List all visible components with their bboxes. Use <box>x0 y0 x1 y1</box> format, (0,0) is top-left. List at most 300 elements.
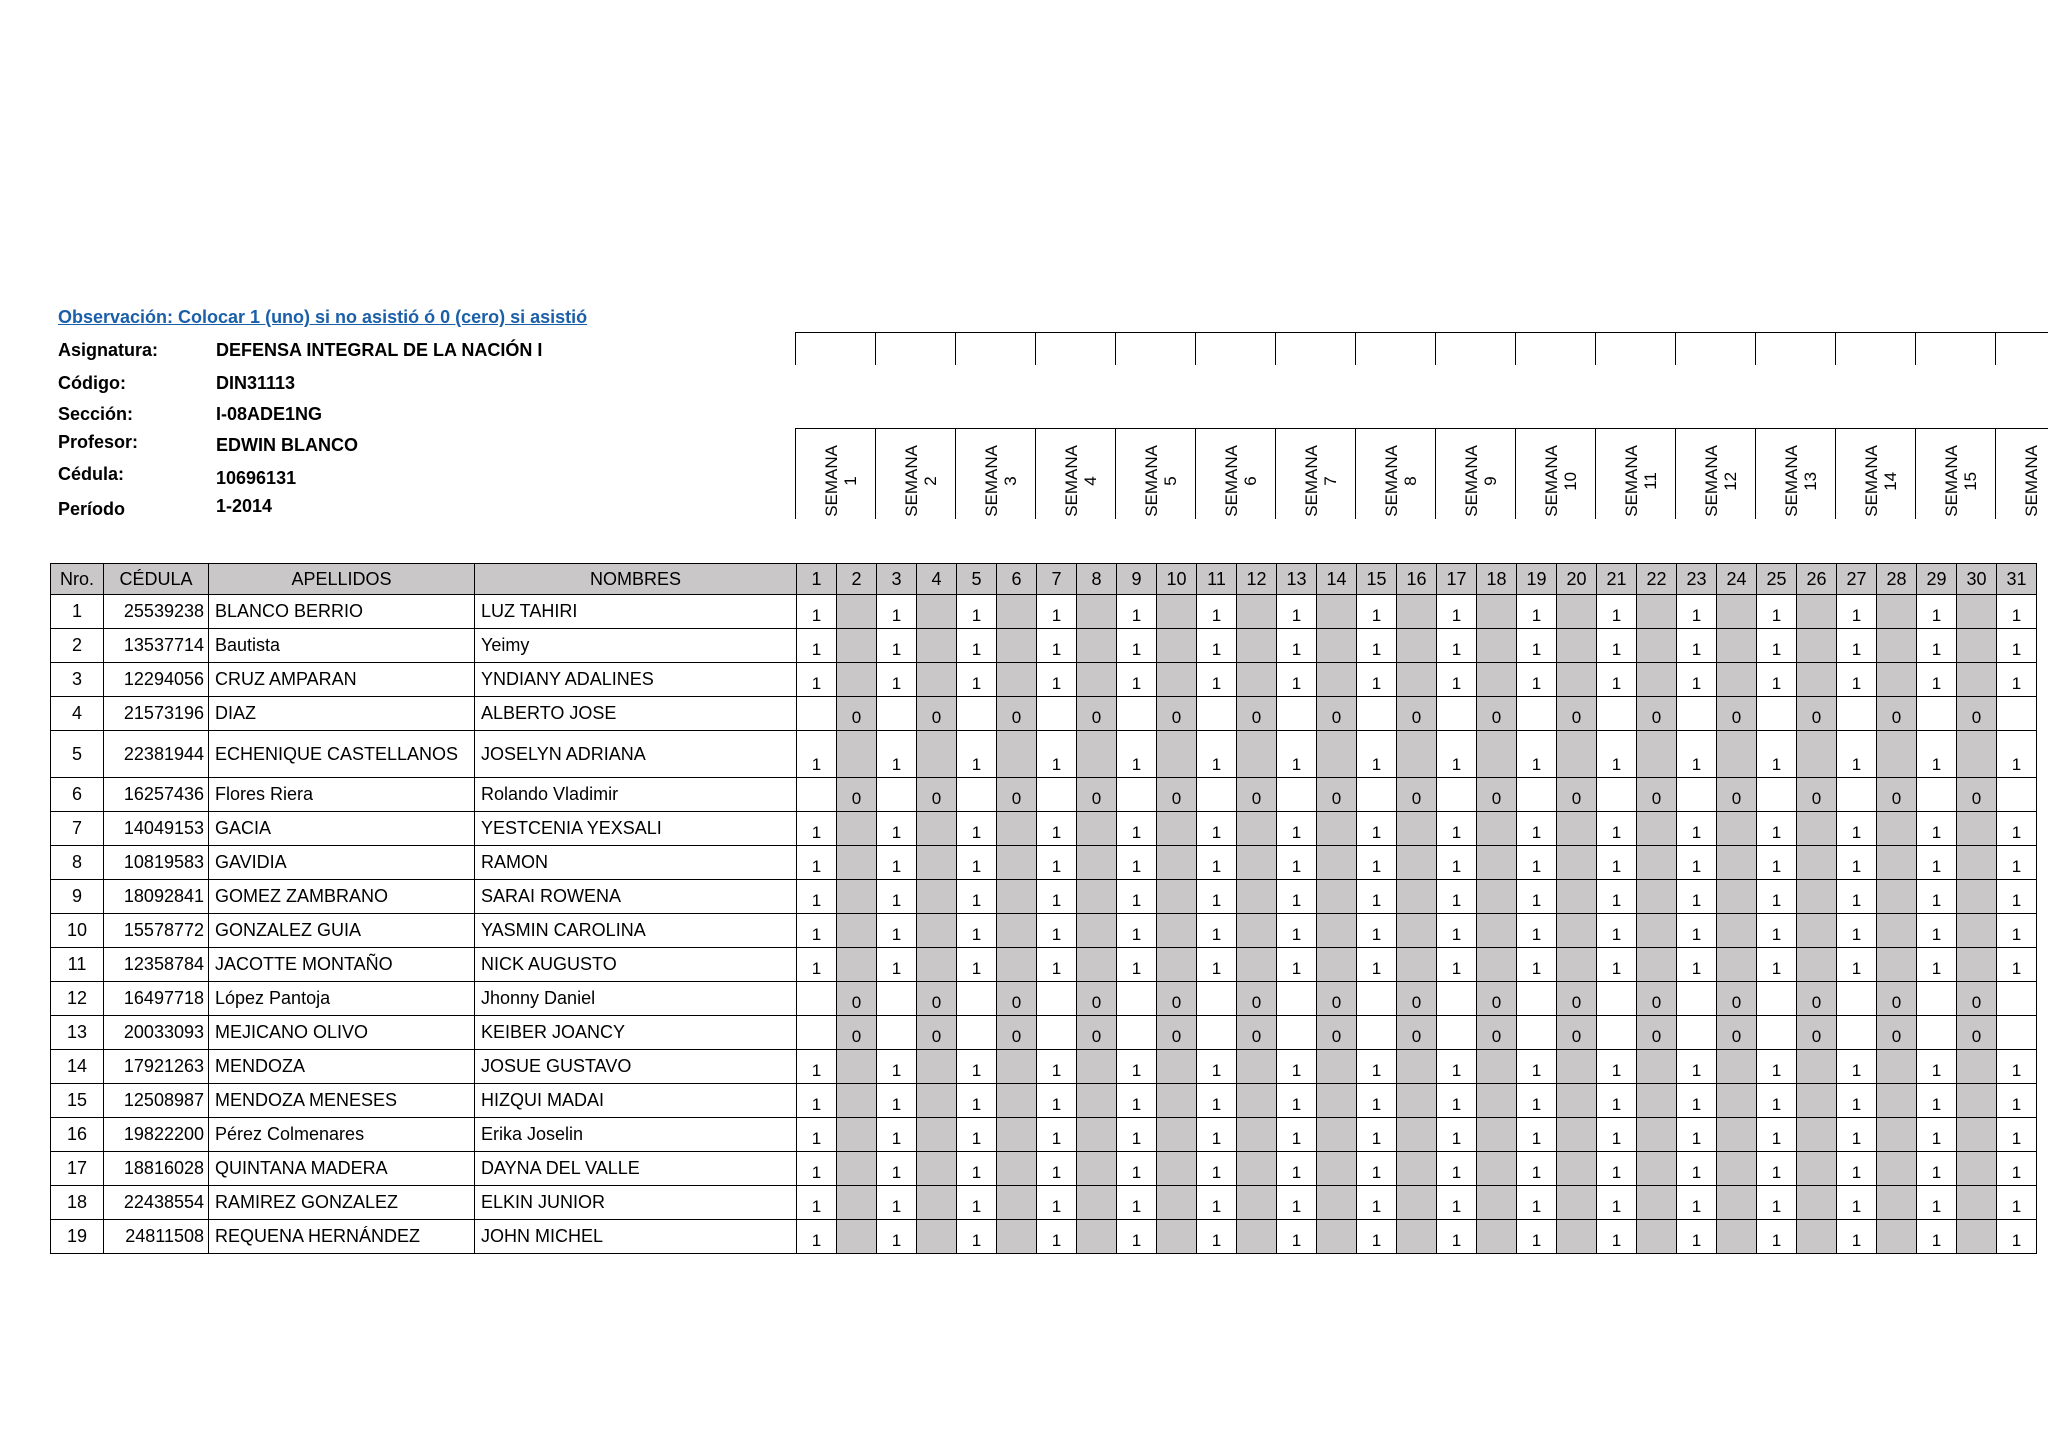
attendance-cell[interactable] <box>797 778 837 812</box>
attendance-cell[interactable]: 1 <box>1037 629 1077 663</box>
attendance-cell[interactable] <box>1877 880 1917 914</box>
attendance-cell[interactable] <box>1637 846 1677 880</box>
attendance-cell[interactable] <box>1837 1016 1877 1050</box>
attendance-cell[interactable]: 1 <box>1757 880 1797 914</box>
attendance-cell[interactable]: 0 <box>1637 982 1677 1016</box>
attendance-cell[interactable]: 0 <box>997 1016 1037 1050</box>
attendance-cell[interactable] <box>1397 914 1437 948</box>
attendance-cell[interactable]: 1 <box>1997 846 2037 880</box>
attendance-cell[interactable]: 1 <box>877 629 917 663</box>
attendance-cell[interactable]: 1 <box>1037 595 1077 629</box>
attendance-cell[interactable] <box>1357 1016 1397 1050</box>
attendance-cell[interactable] <box>917 880 957 914</box>
attendance-cell[interactable]: 1 <box>1357 1152 1397 1186</box>
attendance-cell[interactable] <box>1157 731 1197 778</box>
attendance-cell[interactable]: 0 <box>1877 697 1917 731</box>
attendance-cell[interactable] <box>837 595 877 629</box>
attendance-cell[interactable] <box>1517 778 1557 812</box>
attendance-cell[interactable] <box>1637 880 1677 914</box>
attendance-cell[interactable] <box>1517 697 1557 731</box>
attendance-cell[interactable]: 1 <box>957 812 997 846</box>
attendance-cell[interactable]: 1 <box>1517 663 1557 697</box>
attendance-cell[interactable]: 1 <box>1917 948 1957 982</box>
attendance-cell[interactable]: 1 <box>1597 1152 1637 1186</box>
attendance-cell[interactable] <box>1077 812 1117 846</box>
attendance-cell[interactable] <box>1797 731 1837 778</box>
attendance-cell[interactable]: 1 <box>1917 663 1957 697</box>
attendance-cell[interactable]: 1 <box>797 1050 837 1084</box>
attendance-cell[interactable] <box>1557 846 1597 880</box>
attendance-cell[interactable]: 1 <box>1117 663 1157 697</box>
attendance-cell[interactable]: 0 <box>1797 778 1837 812</box>
attendance-cell[interactable]: 1 <box>1357 1084 1397 1118</box>
attendance-cell[interactable]: 1 <box>1197 880 1237 914</box>
attendance-cell[interactable] <box>1237 595 1277 629</box>
attendance-cell[interactable] <box>797 1016 837 1050</box>
attendance-cell[interactable] <box>1157 1118 1197 1152</box>
attendance-cell[interactable] <box>997 1220 1037 1254</box>
attendance-cell[interactable]: 1 <box>1437 1152 1477 1186</box>
attendance-cell[interactable]: 1 <box>1357 1220 1397 1254</box>
attendance-cell[interactable] <box>877 697 917 731</box>
attendance-cell[interactable] <box>1477 629 1517 663</box>
attendance-cell[interactable]: 1 <box>1277 812 1317 846</box>
attendance-cell[interactable] <box>797 982 837 1016</box>
attendance-cell[interactable] <box>1957 914 1997 948</box>
attendance-cell[interactable]: 1 <box>1117 1050 1157 1084</box>
attendance-cell[interactable] <box>1477 880 1517 914</box>
attendance-cell[interactable] <box>1717 1220 1757 1254</box>
attendance-cell[interactable] <box>1317 1186 1357 1220</box>
attendance-cell[interactable]: 1 <box>1197 948 1237 982</box>
attendance-cell[interactable] <box>1557 1118 1597 1152</box>
attendance-cell[interactable]: 1 <box>1917 1050 1957 1084</box>
attendance-cell[interactable] <box>1397 812 1437 846</box>
attendance-cell[interactable] <box>1077 731 1117 778</box>
attendance-cell[interactable] <box>1317 880 1357 914</box>
attendance-cell[interactable] <box>1597 697 1637 731</box>
attendance-cell[interactable]: 1 <box>1117 1084 1157 1118</box>
attendance-cell[interactable]: 1 <box>1757 1220 1797 1254</box>
attendance-cell[interactable] <box>1917 697 1957 731</box>
attendance-cell[interactable]: 1 <box>1757 914 1797 948</box>
attendance-cell[interactable] <box>1797 948 1837 982</box>
attendance-cell[interactable]: 1 <box>1197 595 1237 629</box>
attendance-cell[interactable] <box>1717 846 1757 880</box>
attendance-cell[interactable] <box>1157 914 1197 948</box>
attendance-cell[interactable] <box>1717 629 1757 663</box>
attendance-cell[interactable]: 1 <box>1277 1118 1317 1152</box>
attendance-cell[interactable]: 1 <box>1997 948 2037 982</box>
attendance-cell[interactable]: 1 <box>1917 1152 1957 1186</box>
attendance-cell[interactable]: 1 <box>1997 731 2037 778</box>
attendance-cell[interactable]: 1 <box>1997 1152 2037 1186</box>
attendance-cell[interactable]: 1 <box>1997 880 2037 914</box>
attendance-cell[interactable]: 1 <box>1677 731 1717 778</box>
attendance-cell[interactable] <box>1797 1084 1837 1118</box>
attendance-cell[interactable]: 1 <box>1837 948 1877 982</box>
attendance-cell[interactable]: 1 <box>957 1220 997 1254</box>
attendance-cell[interactable] <box>1797 1118 1837 1152</box>
attendance-cell[interactable] <box>1397 663 1437 697</box>
attendance-cell[interactable] <box>1237 1220 1277 1254</box>
attendance-cell[interactable] <box>1477 731 1517 778</box>
attendance-cell[interactable] <box>1397 948 1437 982</box>
attendance-cell[interactable]: 1 <box>1837 1050 1877 1084</box>
attendance-cell[interactable]: 1 <box>1917 812 1957 846</box>
attendance-cell[interactable]: 1 <box>1597 1186 1637 1220</box>
attendance-cell[interactable]: 1 <box>1677 1186 1717 1220</box>
attendance-cell[interactable] <box>837 812 877 846</box>
attendance-cell[interactable] <box>1877 731 1917 778</box>
attendance-cell[interactable]: 1 <box>1437 595 1477 629</box>
attendance-cell[interactable] <box>1477 663 1517 697</box>
attendance-cell[interactable]: 1 <box>797 629 837 663</box>
attendance-cell[interactable] <box>1157 812 1197 846</box>
attendance-cell[interactable] <box>1957 1152 1997 1186</box>
attendance-cell[interactable]: 0 <box>1717 778 1757 812</box>
attendance-cell[interactable] <box>1957 948 1997 982</box>
attendance-cell[interactable]: 1 <box>797 1118 837 1152</box>
attendance-cell[interactable]: 1 <box>1197 914 1237 948</box>
attendance-cell[interactable]: 1 <box>1597 595 1637 629</box>
attendance-cell[interactable] <box>837 1186 877 1220</box>
attendance-cell[interactable] <box>1277 1016 1317 1050</box>
attendance-cell[interactable]: 1 <box>1517 731 1557 778</box>
attendance-cell[interactable]: 0 <box>1477 1016 1517 1050</box>
attendance-cell[interactable] <box>1517 1016 1557 1050</box>
attendance-cell[interactable]: 1 <box>957 663 997 697</box>
attendance-cell[interactable] <box>917 595 957 629</box>
attendance-cell[interactable]: 0 <box>997 778 1037 812</box>
attendance-cell[interactable]: 0 <box>1637 1016 1677 1050</box>
attendance-cell[interactable] <box>1557 1220 1597 1254</box>
attendance-cell[interactable] <box>1557 812 1597 846</box>
attendance-cell[interactable] <box>1717 1152 1757 1186</box>
attendance-cell[interactable]: 1 <box>1677 663 1717 697</box>
attendance-cell[interactable]: 0 <box>1397 697 1437 731</box>
attendance-cell[interactable] <box>1077 948 1117 982</box>
attendance-cell[interactable] <box>1237 1050 1277 1084</box>
attendance-cell[interactable] <box>1317 948 1357 982</box>
attendance-cell[interactable]: 1 <box>1357 1118 1397 1152</box>
attendance-cell[interactable]: 0 <box>1957 1016 1997 1050</box>
attendance-cell[interactable]: 0 <box>1077 982 1117 1016</box>
attendance-cell[interactable]: 0 <box>1797 982 1837 1016</box>
attendance-cell[interactable]: 0 <box>837 778 877 812</box>
attendance-cell[interactable] <box>1877 629 1917 663</box>
attendance-cell[interactable]: 1 <box>957 1186 997 1220</box>
attendance-cell[interactable] <box>1757 982 1797 1016</box>
attendance-cell[interactable] <box>1397 1220 1437 1254</box>
attendance-cell[interactable] <box>997 948 1037 982</box>
attendance-cell[interactable] <box>877 778 917 812</box>
attendance-cell[interactable] <box>1717 731 1757 778</box>
attendance-cell[interactable] <box>1717 1118 1757 1152</box>
attendance-cell[interactable]: 1 <box>797 914 837 948</box>
attendance-cell[interactable] <box>957 697 997 731</box>
attendance-cell[interactable] <box>837 914 877 948</box>
attendance-cell[interactable] <box>1237 948 1277 982</box>
attendance-cell[interactable]: 1 <box>1277 948 1317 982</box>
attendance-cell[interactable] <box>917 1084 957 1118</box>
attendance-cell[interactable] <box>1557 1152 1597 1186</box>
attendance-cell[interactable] <box>1477 948 1517 982</box>
attendance-cell[interactable]: 1 <box>1117 595 1157 629</box>
attendance-cell[interactable]: 0 <box>1957 778 1997 812</box>
attendance-cell[interactable] <box>1877 1118 1917 1152</box>
attendance-cell[interactable]: 1 <box>957 1084 997 1118</box>
attendance-cell[interactable]: 1 <box>1037 1152 1077 1186</box>
attendance-cell[interactable]: 1 <box>1037 1186 1077 1220</box>
attendance-cell[interactable]: 1 <box>1517 914 1557 948</box>
attendance-cell[interactable] <box>917 1152 957 1186</box>
attendance-cell[interactable] <box>1477 812 1517 846</box>
attendance-cell[interactable]: 1 <box>1197 731 1237 778</box>
attendance-cell[interactable] <box>1317 663 1357 697</box>
attendance-cell[interactable] <box>1557 948 1597 982</box>
attendance-cell[interactable] <box>1637 1220 1677 1254</box>
attendance-cell[interactable]: 1 <box>1517 629 1557 663</box>
attendance-cell[interactable] <box>1157 880 1197 914</box>
attendance-cell[interactable]: 1 <box>1837 846 1877 880</box>
attendance-cell[interactable]: 1 <box>877 914 917 948</box>
attendance-cell[interactable] <box>1357 778 1397 812</box>
attendance-cell[interactable] <box>1317 1050 1357 1084</box>
attendance-cell[interactable]: 1 <box>797 595 837 629</box>
attendance-cell[interactable] <box>1877 1186 1917 1220</box>
attendance-cell[interactable]: 1 <box>877 731 917 778</box>
attendance-cell[interactable]: 1 <box>1677 1050 1717 1084</box>
attendance-cell[interactable]: 1 <box>1117 731 1157 778</box>
attendance-cell[interactable] <box>1397 731 1437 778</box>
attendance-cell[interactable]: 1 <box>1597 1220 1637 1254</box>
attendance-cell[interactable] <box>1237 1152 1277 1186</box>
attendance-cell[interactable]: 1 <box>1117 914 1157 948</box>
attendance-cell[interactable] <box>1317 812 1357 846</box>
attendance-cell[interactable] <box>1797 846 1837 880</box>
attendance-cell[interactable]: 1 <box>1677 1152 1717 1186</box>
attendance-cell[interactable] <box>1717 914 1757 948</box>
attendance-cell[interactable] <box>1797 812 1837 846</box>
attendance-cell[interactable]: 1 <box>1597 1118 1637 1152</box>
attendance-cell[interactable]: 1 <box>1517 812 1557 846</box>
attendance-cell[interactable] <box>1237 846 1277 880</box>
attendance-cell[interactable]: 1 <box>1597 812 1637 846</box>
attendance-cell[interactable]: 1 <box>1117 812 1157 846</box>
attendance-cell[interactable]: 0 <box>1157 1016 1197 1050</box>
attendance-cell[interactable] <box>1797 1186 1837 1220</box>
attendance-cell[interactable]: 1 <box>1837 914 1877 948</box>
attendance-cell[interactable] <box>1677 778 1717 812</box>
attendance-cell[interactable]: 0 <box>1477 697 1517 731</box>
attendance-cell[interactable] <box>1557 629 1597 663</box>
attendance-cell[interactable] <box>1917 778 1957 812</box>
attendance-cell[interactable] <box>1237 731 1277 778</box>
attendance-cell[interactable]: 1 <box>1757 1084 1797 1118</box>
attendance-cell[interactable]: 1 <box>877 948 917 982</box>
attendance-cell[interactable] <box>1077 1118 1117 1152</box>
attendance-cell[interactable] <box>1077 1152 1117 1186</box>
attendance-cell[interactable] <box>1597 1016 1637 1050</box>
attendance-cell[interactable]: 0 <box>1797 697 1837 731</box>
attendance-cell[interactable]: 1 <box>1917 846 1957 880</box>
attendance-cell[interactable]: 1 <box>1597 1050 1637 1084</box>
attendance-cell[interactable] <box>957 778 997 812</box>
attendance-cell[interactable]: 1 <box>1517 1050 1557 1084</box>
attendance-cell[interactable] <box>1597 778 1637 812</box>
attendance-cell[interactable] <box>1317 1118 1357 1152</box>
attendance-cell[interactable] <box>917 663 957 697</box>
attendance-cell[interactable]: 1 <box>1277 1084 1317 1118</box>
attendance-cell[interactable] <box>1557 731 1597 778</box>
attendance-cell[interactable]: 1 <box>1357 595 1397 629</box>
attendance-cell[interactable] <box>1157 1084 1197 1118</box>
attendance-cell[interactable] <box>1877 846 1917 880</box>
attendance-cell[interactable]: 1 <box>1917 595 1957 629</box>
attendance-cell[interactable]: 0 <box>1317 1016 1357 1050</box>
attendance-cell[interactable]: 0 <box>1557 697 1597 731</box>
attendance-cell[interactable]: 0 <box>1317 982 1357 1016</box>
attendance-cell[interactable]: 1 <box>1277 629 1317 663</box>
attendance-cell[interactable]: 1 <box>1037 1118 1077 1152</box>
attendance-cell[interactable] <box>877 982 917 1016</box>
attendance-cell[interactable] <box>1357 982 1397 1016</box>
attendance-cell[interactable] <box>1997 778 2037 812</box>
attendance-cell[interactable] <box>1157 1152 1197 1186</box>
attendance-cell[interactable] <box>1797 1050 1837 1084</box>
attendance-cell[interactable]: 1 <box>1677 595 1717 629</box>
attendance-cell[interactable]: 1 <box>1997 595 2037 629</box>
attendance-cell[interactable]: 1 <box>1437 914 1477 948</box>
attendance-cell[interactable]: 1 <box>1357 948 1397 982</box>
attendance-cell[interactable] <box>1277 982 1317 1016</box>
attendance-cell[interactable] <box>1877 1084 1917 1118</box>
attendance-cell[interactable] <box>837 880 877 914</box>
attendance-cell[interactable] <box>1277 697 1317 731</box>
attendance-cell[interactable]: 1 <box>1597 914 1637 948</box>
attendance-cell[interactable] <box>1077 1050 1117 1084</box>
attendance-cell[interactable]: 1 <box>1437 731 1477 778</box>
attendance-cell[interactable]: 1 <box>1117 1152 1157 1186</box>
attendance-cell[interactable] <box>1077 1084 1117 1118</box>
attendance-cell[interactable]: 0 <box>1477 778 1517 812</box>
attendance-cell[interactable]: 1 <box>1997 629 2037 663</box>
attendance-cell[interactable]: 1 <box>1277 846 1317 880</box>
attendance-cell[interactable] <box>1997 982 2037 1016</box>
attendance-cell[interactable]: 1 <box>957 914 997 948</box>
attendance-cell[interactable] <box>1357 697 1397 731</box>
attendance-cell[interactable]: 1 <box>957 948 997 982</box>
attendance-cell[interactable] <box>837 1152 877 1186</box>
attendance-cell[interactable]: 1 <box>1837 1220 1877 1254</box>
attendance-cell[interactable]: 1 <box>1837 663 1877 697</box>
attendance-cell[interactable]: 1 <box>1037 663 1077 697</box>
attendance-cell[interactable] <box>997 629 1037 663</box>
attendance-cell[interactable] <box>917 812 957 846</box>
attendance-cell[interactable]: 1 <box>1997 1050 2037 1084</box>
attendance-cell[interactable] <box>1437 982 1477 1016</box>
attendance-cell[interactable]: 1 <box>1757 731 1797 778</box>
attendance-cell[interactable]: 0 <box>1717 697 1757 731</box>
attendance-cell[interactable]: 0 <box>837 697 877 731</box>
attendance-cell[interactable] <box>1717 663 1757 697</box>
attendance-cell[interactable] <box>1117 1016 1157 1050</box>
attendance-cell[interactable]: 0 <box>1637 778 1677 812</box>
attendance-cell[interactable] <box>1237 1186 1277 1220</box>
attendance-cell[interactable]: 1 <box>1837 812 1877 846</box>
attendance-cell[interactable] <box>1437 697 1477 731</box>
attendance-cell[interactable] <box>1477 1186 1517 1220</box>
attendance-cell[interactable] <box>1237 1118 1277 1152</box>
attendance-cell[interactable]: 1 <box>1997 1220 2037 1254</box>
attendance-cell[interactable]: 0 <box>1157 697 1197 731</box>
attendance-cell[interactable]: 0 <box>1557 982 1597 1016</box>
attendance-cell[interactable]: 1 <box>1837 1118 1877 1152</box>
attendance-cell[interactable]: 1 <box>1437 1186 1477 1220</box>
attendance-cell[interactable] <box>1117 778 1157 812</box>
attendance-cell[interactable] <box>1077 914 1117 948</box>
attendance-cell[interactable] <box>1957 1084 1997 1118</box>
attendance-cell[interactable]: 1 <box>1517 880 1557 914</box>
attendance-cell[interactable] <box>997 812 1037 846</box>
attendance-cell[interactable]: 0 <box>1157 778 1197 812</box>
attendance-cell[interactable] <box>997 846 1037 880</box>
attendance-cell[interactable] <box>1877 812 1917 846</box>
attendance-cell[interactable]: 1 <box>797 880 837 914</box>
attendance-cell[interactable] <box>1157 663 1197 697</box>
attendance-cell[interactable] <box>1797 629 1837 663</box>
attendance-cell[interactable] <box>837 948 877 982</box>
attendance-cell[interactable] <box>1997 1016 2037 1050</box>
attendance-cell[interactable] <box>1877 914 1917 948</box>
attendance-cell[interactable]: 1 <box>1437 663 1477 697</box>
attendance-cell[interactable]: 1 <box>1757 595 1797 629</box>
attendance-cell[interactable] <box>1557 914 1597 948</box>
attendance-cell[interactable]: 1 <box>1277 1220 1317 1254</box>
attendance-cell[interactable]: 0 <box>1237 778 1277 812</box>
attendance-cell[interactable]: 1 <box>1517 1152 1557 1186</box>
attendance-cell[interactable] <box>1797 914 1837 948</box>
attendance-cell[interactable]: 1 <box>877 1118 917 1152</box>
attendance-cell[interactable] <box>1637 731 1677 778</box>
attendance-cell[interactable]: 1 <box>877 1152 917 1186</box>
attendance-cell[interactable] <box>1397 1152 1437 1186</box>
attendance-cell[interactable] <box>797 697 837 731</box>
attendance-cell[interactable]: 1 <box>1037 846 1077 880</box>
attendance-cell[interactable]: 0 <box>1237 982 1277 1016</box>
attendance-cell[interactable] <box>1237 812 1277 846</box>
attendance-cell[interactable] <box>1957 880 1997 914</box>
attendance-cell[interactable]: 1 <box>877 595 917 629</box>
attendance-cell[interactable] <box>1317 846 1357 880</box>
observation-note[interactable]: Observación: Colocar 1 (uno) si no asistió ó 0 (cero) si asistió <box>58 307 588 327</box>
attendance-cell[interactable] <box>1637 663 1677 697</box>
attendance-cell[interactable]: 1 <box>1597 629 1637 663</box>
attendance-cell[interactable] <box>1197 778 1237 812</box>
attendance-cell[interactable]: 1 <box>1757 663 1797 697</box>
attendance-cell[interactable] <box>1317 1084 1357 1118</box>
attendance-cell[interactable] <box>917 948 957 982</box>
attendance-cell[interactable]: 0 <box>1877 1016 1917 1050</box>
attendance-cell[interactable] <box>1037 778 1077 812</box>
attendance-cell[interactable]: 1 <box>1117 1220 1157 1254</box>
attendance-cell[interactable]: 1 <box>1597 880 1637 914</box>
attendance-cell[interactable] <box>917 1220 957 1254</box>
attendance-cell[interactable]: 1 <box>1837 629 1877 663</box>
attendance-cell[interactable]: 1 <box>797 663 837 697</box>
attendance-cell[interactable] <box>917 914 957 948</box>
